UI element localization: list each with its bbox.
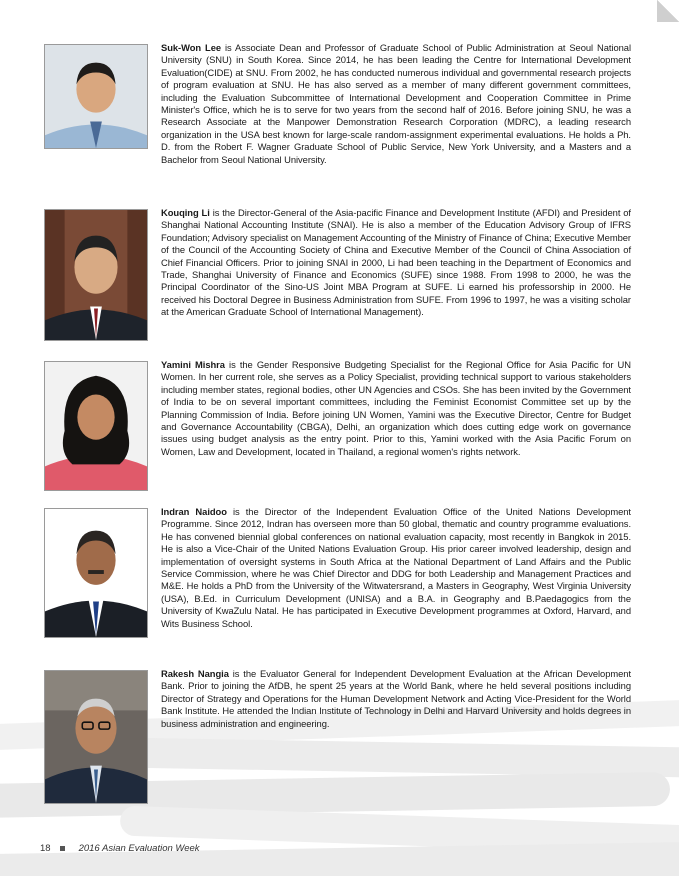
bio-entry [44, 209, 634, 349]
bio-name: Indran Naidoo [161, 506, 227, 517]
portrait-image [45, 210, 147, 340]
bio-description: is the Evaluator General for Independent Development Evaluation at the African Development Bank. Prior to joining the AfDB, he spent 25 years at the World Bank, where he held several positions including Director of Strategy and Operations for the Human Development Network and Acting Vice-President for the World Bank Institute. He attended the Indian Institute of Technology in Delhi and Harvard University and holds degrees in business administration and engineering. [161, 668, 631, 729]
portrait-image [45, 671, 147, 803]
portrait-photo [44, 209, 148, 341]
portrait-photo [44, 508, 148, 638]
portrait-photo [44, 361, 148, 491]
bio-text [161, 359, 631, 458]
bio-description: is the Gender Responsive Budgeting Specialist for the Regional Office for Asia Pacific for UN Women. In her current role, she serves as a Policy Specialist, providing technical support to various stakeholders including member states, regional bodies, other UN Agencies and CSOs. She has been invited by the Government of India to be on several important committees, including the Feminist Economist Committee set up by the Planning Commission of India. Before joining UN Women, Yamini was the Executive Director, Centre for Budget and Governance Accountability (CBGA), Delhi, an organization which does cutting edge work on governance issues using budget analysis as the entry point. Prior to this, Yamini worked with the Asia Pacific Forum on Women, Law and Development, located in Thailand, a regional women's rights network. [161, 359, 631, 457]
bio-entry [44, 508, 634, 648]
bio-text [161, 668, 631, 730]
page-corner-fold [657, 0, 679, 22]
bio-entry [44, 44, 634, 184]
bio-name: Rakesh Nangia [161, 668, 229, 679]
bio-description: is the Director-General of the Asia-pacific Finance and Development Institute (AFDI) and President of Shanghai National Accounting Institute (SNAI). He is also a member of the Education Advisory Group of IFRS Foundation; Advisory specialist on Management Accounting of the Ministry of Finance of China; Executive Member of the Council of the Accounting Society of China and Executive Member of the Council of China Association of Chief Financial Officers. Prior to joining SNAI in 2000, Li had been teaching in the Department of Economics and Trade, Shanghai University of Finance and Economics (SUFE) since 1988. From 1998 to 2000, he was the Principal Coordinator of the Sino-US Joint MBA Program at SUFE. Li earned his professorship in 2000. He received his Doctoral Degree in Business Administration from SUFE. From 1996 to 1997, he was a visiting scholar at the American Graduate School of International Management). [161, 207, 631, 318]
bio-name: Suk-Won Lee [161, 42, 222, 53]
bio-text [161, 207, 631, 319]
bio-name: Yamini Mishra [161, 359, 225, 370]
bio-entry [44, 361, 634, 491]
portrait-image [45, 45, 147, 148]
portrait-image [45, 362, 147, 490]
bio-entry [44, 670, 634, 804]
bio-text [161, 42, 631, 166]
square-bullet-icon [60, 846, 65, 851]
page-number: 18 [40, 843, 51, 854]
bio-description: is Associate Dean and Professor of Graduate School of Public Administration at Seoul National University (SNU) in South Korea. Since 2014, he has been leading the Centre for International Development Evaluation(CIDE) at SNU. From 2002, he has conducted numerous individual and governmental research projects of program evaluation at SNU. He has also served as a member of many different government committees, including the Evaluation Subcommittee of International Development and Cooperation Committee in Prime Minister's Office, which he is to serve for two years from the second half of 2016. Before joining SNU, he was a Research Associate at the Manpower Demonstration Research Corporation (MDRC), a leading research organization in the USA best known for large-scale random-assignment experimental evaluations. He holds a Ph. D. from the Robert F. Wagner Graduate School of Public Service, New York University, and a Masters and a Bachelor from Seoul National University. [161, 42, 631, 165]
portrait-photo [44, 44, 148, 149]
publication-title: 2016 Asian Evaluation Week [78, 843, 200, 854]
bio-name: Kouqing Li [161, 207, 210, 218]
portrait-image [45, 509, 147, 637]
page-footer [40, 843, 200, 854]
bio-description: is the Director of the Independent Evaluation Office of the United Nations Development Programme. Since 2012, Indran has overseen more than 50 global, thematic and country programme evaluations. He has convened biennial global conferences on national evaluation capacity, most recently in Bangkok in 2015. He is also a Vice-Chair of the United Nations Evaluation Group. His prior career involved leadership, design and implementation of oversight systems in South Africa at the National Department of Land Affairs and the Public Service Commission, where he was Chief Director and DDG for both Leadership and Management Practices and M&E. He holds a PhD from the University of the Witwatersrand, a Masters in Geography, West Virginia University (USA), B.Ed. in Curriculum Development (UNISA) and a B.A. in Geography and B.Paedagogics from the University of KwaZulu Natal. He has participated in Executive Development programmes at Oxford, Harvard, and Wits Business School. [161, 506, 631, 629]
bio-text [161, 506, 631, 630]
portrait-photo [44, 670, 148, 804]
